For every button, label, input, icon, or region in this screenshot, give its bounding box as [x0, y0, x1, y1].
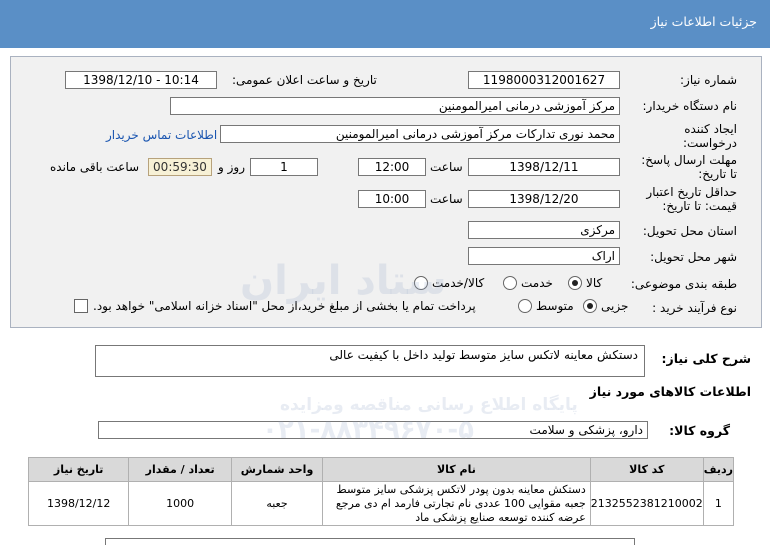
- validity-time-field: 10:00: [358, 190, 426, 208]
- city-label: شهر محل تحویل:: [650, 250, 737, 264]
- radio-checked-icon[interactable]: [568, 276, 582, 290]
- creator-label-1: ایجاد کننده: [684, 122, 737, 136]
- summary-label: شرح کلی نیاز:: [661, 351, 751, 366]
- checkbox-icon[interactable]: [74, 299, 88, 313]
- announce-field: 1398/12/10 - 10:14: [65, 71, 217, 89]
- goods-table: [28, 457, 734, 526]
- reply-time-label: ساعت: [430, 160, 463, 174]
- days-field: 1: [250, 158, 318, 176]
- summary-text: دستکش معاینه لاتکس سایز متوسط تولید داخل با کیفیت عالی: [329, 348, 638, 362]
- category-option-goods-service[interactable]: [414, 274, 484, 292]
- summary-field: [95, 345, 645, 377]
- header-bar: [0, 0, 770, 48]
- table-header-row: [29, 458, 734, 482]
- validity-time-label: ساعت: [430, 192, 463, 206]
- announce-label: تاریخ و ساعت اعلان عمومی:: [232, 73, 377, 87]
- cell-row-number: 1: [703, 482, 733, 526]
- province-field: مرکزی: [468, 221, 620, 239]
- province-label: استان محل تحویل:: [642, 224, 737, 238]
- category-option-goods-service-label: کالا/خدمت: [432, 276, 485, 290]
- treasury-payment-label: پرداخت تمام یا بخشی از مبلغ خرید،از محل "اسناد خزانه اسلامی" خواهد بود.: [93, 299, 476, 313]
- cell-name-line: عرضه کننده توسعه صنایع پزشکی ماد: [415, 510, 586, 524]
- creator-label-2: درخواست:: [683, 136, 737, 150]
- remaining-time-field: 00:59:30: [148, 158, 212, 176]
- col-header-code: کد کالا: [590, 458, 703, 482]
- category-option-goods[interactable]: [568, 274, 602, 292]
- reply-deadline-label-1: مهلت ارسال پاسخ:: [641, 153, 737, 167]
- treasury-payment-option[interactable]: [74, 297, 476, 315]
- col-header-name: نام کالا: [323, 458, 591, 482]
- category-option-goods-label: کالا: [586, 276, 603, 290]
- col-header-qty: تعداد / مقدار: [129, 458, 232, 482]
- reply-time-field: 12:00: [358, 158, 426, 176]
- validity-date-field: 1398/12/20: [468, 190, 620, 208]
- purchase-option-medium-label: متوسط: [536, 299, 574, 313]
- radio-checked-icon[interactable]: [583, 299, 597, 313]
- goods-group-field: دارو، پزشکی و سلامت: [98, 421, 648, 439]
- remaining-label: ساعت باقی مانده: [50, 160, 140, 174]
- watermark-text: پایگاه اطلاع رسانی مناقصه ومزایده: [280, 395, 578, 415]
- city-field: اراک: [468, 247, 620, 265]
- need-number-field: 1198000312001627: [468, 71, 620, 89]
- purchase-option-minor-label: جزیی: [601, 299, 629, 313]
- cell-name-line: جعبه مقوایی 100 عددی نام تجارتی فارمد ام دی مرجع: [335, 496, 586, 510]
- radio-unchecked-icon[interactable]: [414, 276, 428, 290]
- table-row[interactable]: [29, 482, 734, 526]
- creator-field: محمد نوری تدارکات مرکز آموزشی درمانی امیرالمومنین: [220, 125, 620, 143]
- radio-unchecked-icon[interactable]: [518, 299, 532, 313]
- cell-qty: 1000: [129, 482, 232, 526]
- radio-unchecked-icon[interactable]: [503, 276, 517, 290]
- category-label: طبقه بندی موضوعی:: [630, 277, 737, 291]
- category-option-service[interactable]: [503, 274, 553, 292]
- bottom-field: [105, 538, 635, 545]
- cell-date: 1398/12/12: [29, 482, 129, 526]
- watermark-phone: ۰۲۱-۸۸۳۴۹۶۷۰-۵: [262, 415, 475, 445]
- purchase-option-minor[interactable]: [583, 297, 628, 315]
- validity-label-1: حداقل تاریخ اعتبار: [646, 185, 737, 199]
- purchase-type-label: نوع فرآیند خرید :: [652, 301, 737, 315]
- buyer-org-label: نام دستگاه خریدار:: [642, 99, 737, 113]
- purchase-option-medium[interactable]: [518, 297, 574, 315]
- goods-info-title: اطلاعات کالاهای مورد نیاز: [589, 384, 751, 399]
- col-header-row-number: ردیف: [703, 458, 733, 482]
- col-header-unit: واحد شمارش: [231, 458, 322, 482]
- col-header-date: تاریخ نیاز: [29, 458, 129, 482]
- watermark-logo-text: ستاد ایران: [240, 258, 447, 304]
- category-option-service-label: خدمت: [521, 276, 553, 290]
- cell-name-line: دستکش معاینه بدون پودر لاتکس پزشکی سایز متوسط: [336, 482, 586, 496]
- need-number-label: شماره نیاز:: [680, 73, 737, 87]
- buyer-org-field: مرکز آموزشی درمانی امیرالمومنین: [170, 97, 620, 115]
- goods-group-label: گروه کالا:: [669, 423, 730, 438]
- reply-deadline-label-2: تا تاریخ:: [698, 167, 737, 181]
- page-title: جزئیات اطلاعات نیاز: [650, 14, 757, 29]
- cell-name: [323, 482, 591, 526]
- days-label: روز و: [218, 160, 245, 174]
- cell-code: 2132552381210002: [590, 482, 703, 526]
- buyer-contact-link[interactable]: اطلاعات تماس خریدار: [106, 128, 218, 142]
- validity-label-2: قیمت: تا تاریخ:: [662, 199, 737, 213]
- reply-date-field: 1398/12/11: [468, 158, 620, 176]
- cell-unit: جعبه: [231, 482, 322, 526]
